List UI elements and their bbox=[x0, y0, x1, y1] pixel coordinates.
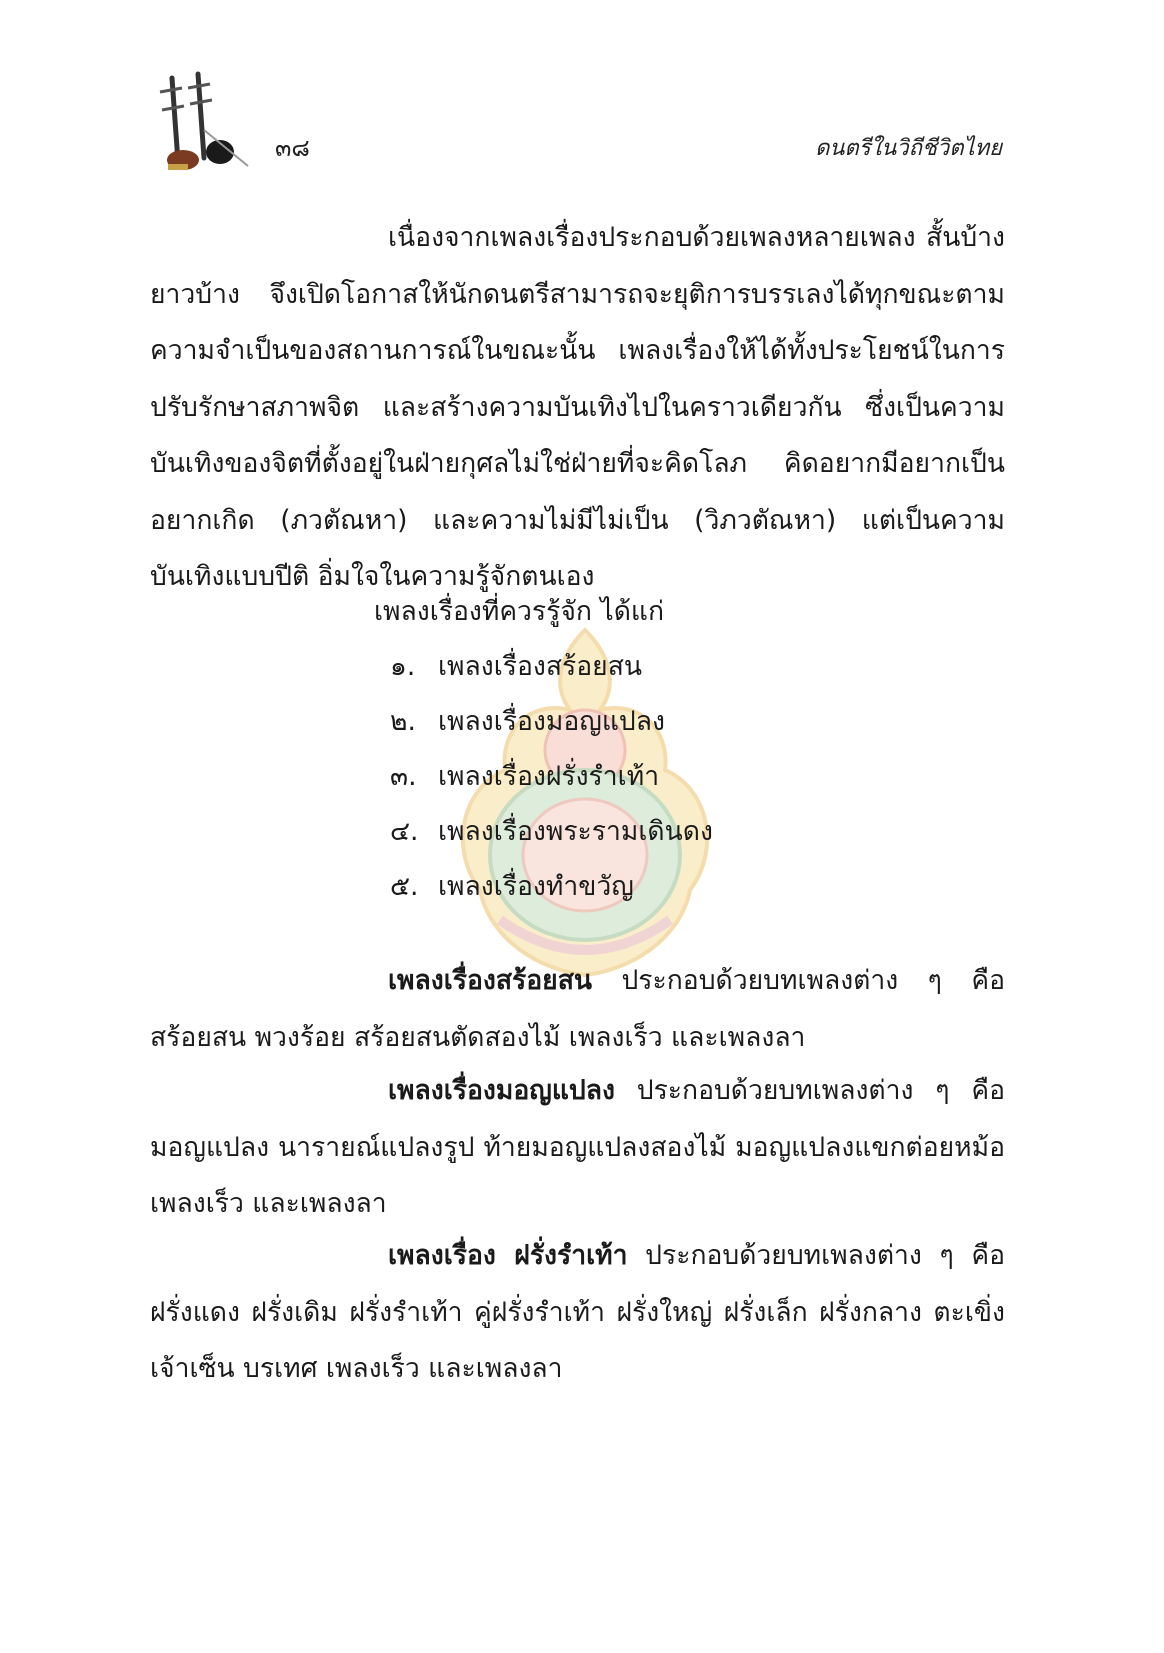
song-name: เพลงเรื่องทำขวัญ bbox=[438, 871, 634, 902]
thai-fiddle-icon bbox=[150, 70, 260, 175]
running-title: ดนตรีในวิถีชีวิตไทย bbox=[815, 136, 1002, 161]
detail-title: เพลงเรื่อง ฝรั่งรำเท้า bbox=[388, 1240, 628, 1271]
detail-text: ประกอบด้วยบทเพลงต่าง ๆ คือ สร้อยสน พวงร้อย สร้อยสนตัดสองไม้ เพลงเร็ว และเพลงลา bbox=[150, 965, 1005, 1053]
song-name: เพลงเรื่องสร้อยสน bbox=[438, 651, 642, 682]
detail-text: ประกอบด้วยบทเพลงต่าง ๆ คือ ฝรั่งแดง ฝรั่งเดิม ฝรั่งรำเท้า คู่ฝรั่งรำเท้า ฝรั่งใหญ่ ฝรั่งเล็ก ฝรั่งกลาง ตะเขิ่ง เจ้าเซ็น บรเทศ เพลงเร็ว และเพลงลา bbox=[150, 1240, 1006, 1384]
list-item bbox=[390, 755, 659, 797]
song-name: เพลงเรื่องฝรั่งรำเท้า bbox=[438, 761, 660, 792]
list-number: ๒. bbox=[390, 706, 416, 737]
list-number: ๑. bbox=[390, 651, 416, 682]
list-item bbox=[390, 645, 642, 687]
detail-paragraph bbox=[150, 1228, 1005, 1398]
song-name: เพลงเรื่องพระรามเดินดง bbox=[438, 816, 713, 847]
list-item bbox=[390, 865, 634, 907]
intro-paragraph: เนื่องจากเพลงเรื่องประกอบด้วยเพลงหลายเพลง สั้นบ้าง ยาวบ้าง จึงเปิดโอกาสให้นักดนตรีสามารถจะยุติการบรรเลงได้ทุกขณะตามความจำเป็นของสถานการณ์ในขณะนั้น เพลงเรื่องให้ได้ทั้งประโยชน์ในการปรับรักษาสภาพจิต และสร้างความบันเทิงไปในคราวเดียวกัน ซึ่งเป็นความบันเทิงของจิตที่ตั้งอยู่ในฝ่ายกุศลไม่ใช่ฝ่ายที่จะคิดโลภ คิดอยากมีอยากเป็นอยากเกิด (ภวตัณหา) และความไม่มีไม่เป็น (วิภวตัณหา) แต่เป็นความบันเทิงแบบปีติ อิ่มใจในความรู้จักตนเอง bbox=[150, 222, 1005, 592]
list-number: ๔. bbox=[390, 816, 419, 847]
list-number: ๕. bbox=[390, 871, 419, 902]
detail-title: เพลงเรื่องมอญแปลง bbox=[388, 1075, 615, 1106]
detail-title: เพลงเรื่องสร้อยสน bbox=[388, 965, 592, 996]
list-item bbox=[390, 700, 665, 742]
list-item bbox=[390, 810, 713, 852]
list-number: ๓. bbox=[390, 761, 417, 792]
list-heading: เพลงเรื่องที่ควรรู้จัก ได้แก่ bbox=[374, 596, 665, 627]
detail-text: ประกอบด้วยบทเพลงต่าง ๆ คือ มอญแปลง นารายณ์แปลงรูป ท้ายมอญแปลงสองไม้ มอญแปลงแขกต่อยหม้อ เพลงเร็ว และเพลงลา bbox=[150, 1075, 1005, 1219]
detail-paragraph bbox=[150, 1063, 1005, 1233]
page-number: ๓๘ bbox=[275, 134, 310, 162]
detail-paragraph bbox=[150, 953, 1005, 1066]
song-name: เพลงเรื่องมอญแปลง bbox=[438, 706, 665, 737]
